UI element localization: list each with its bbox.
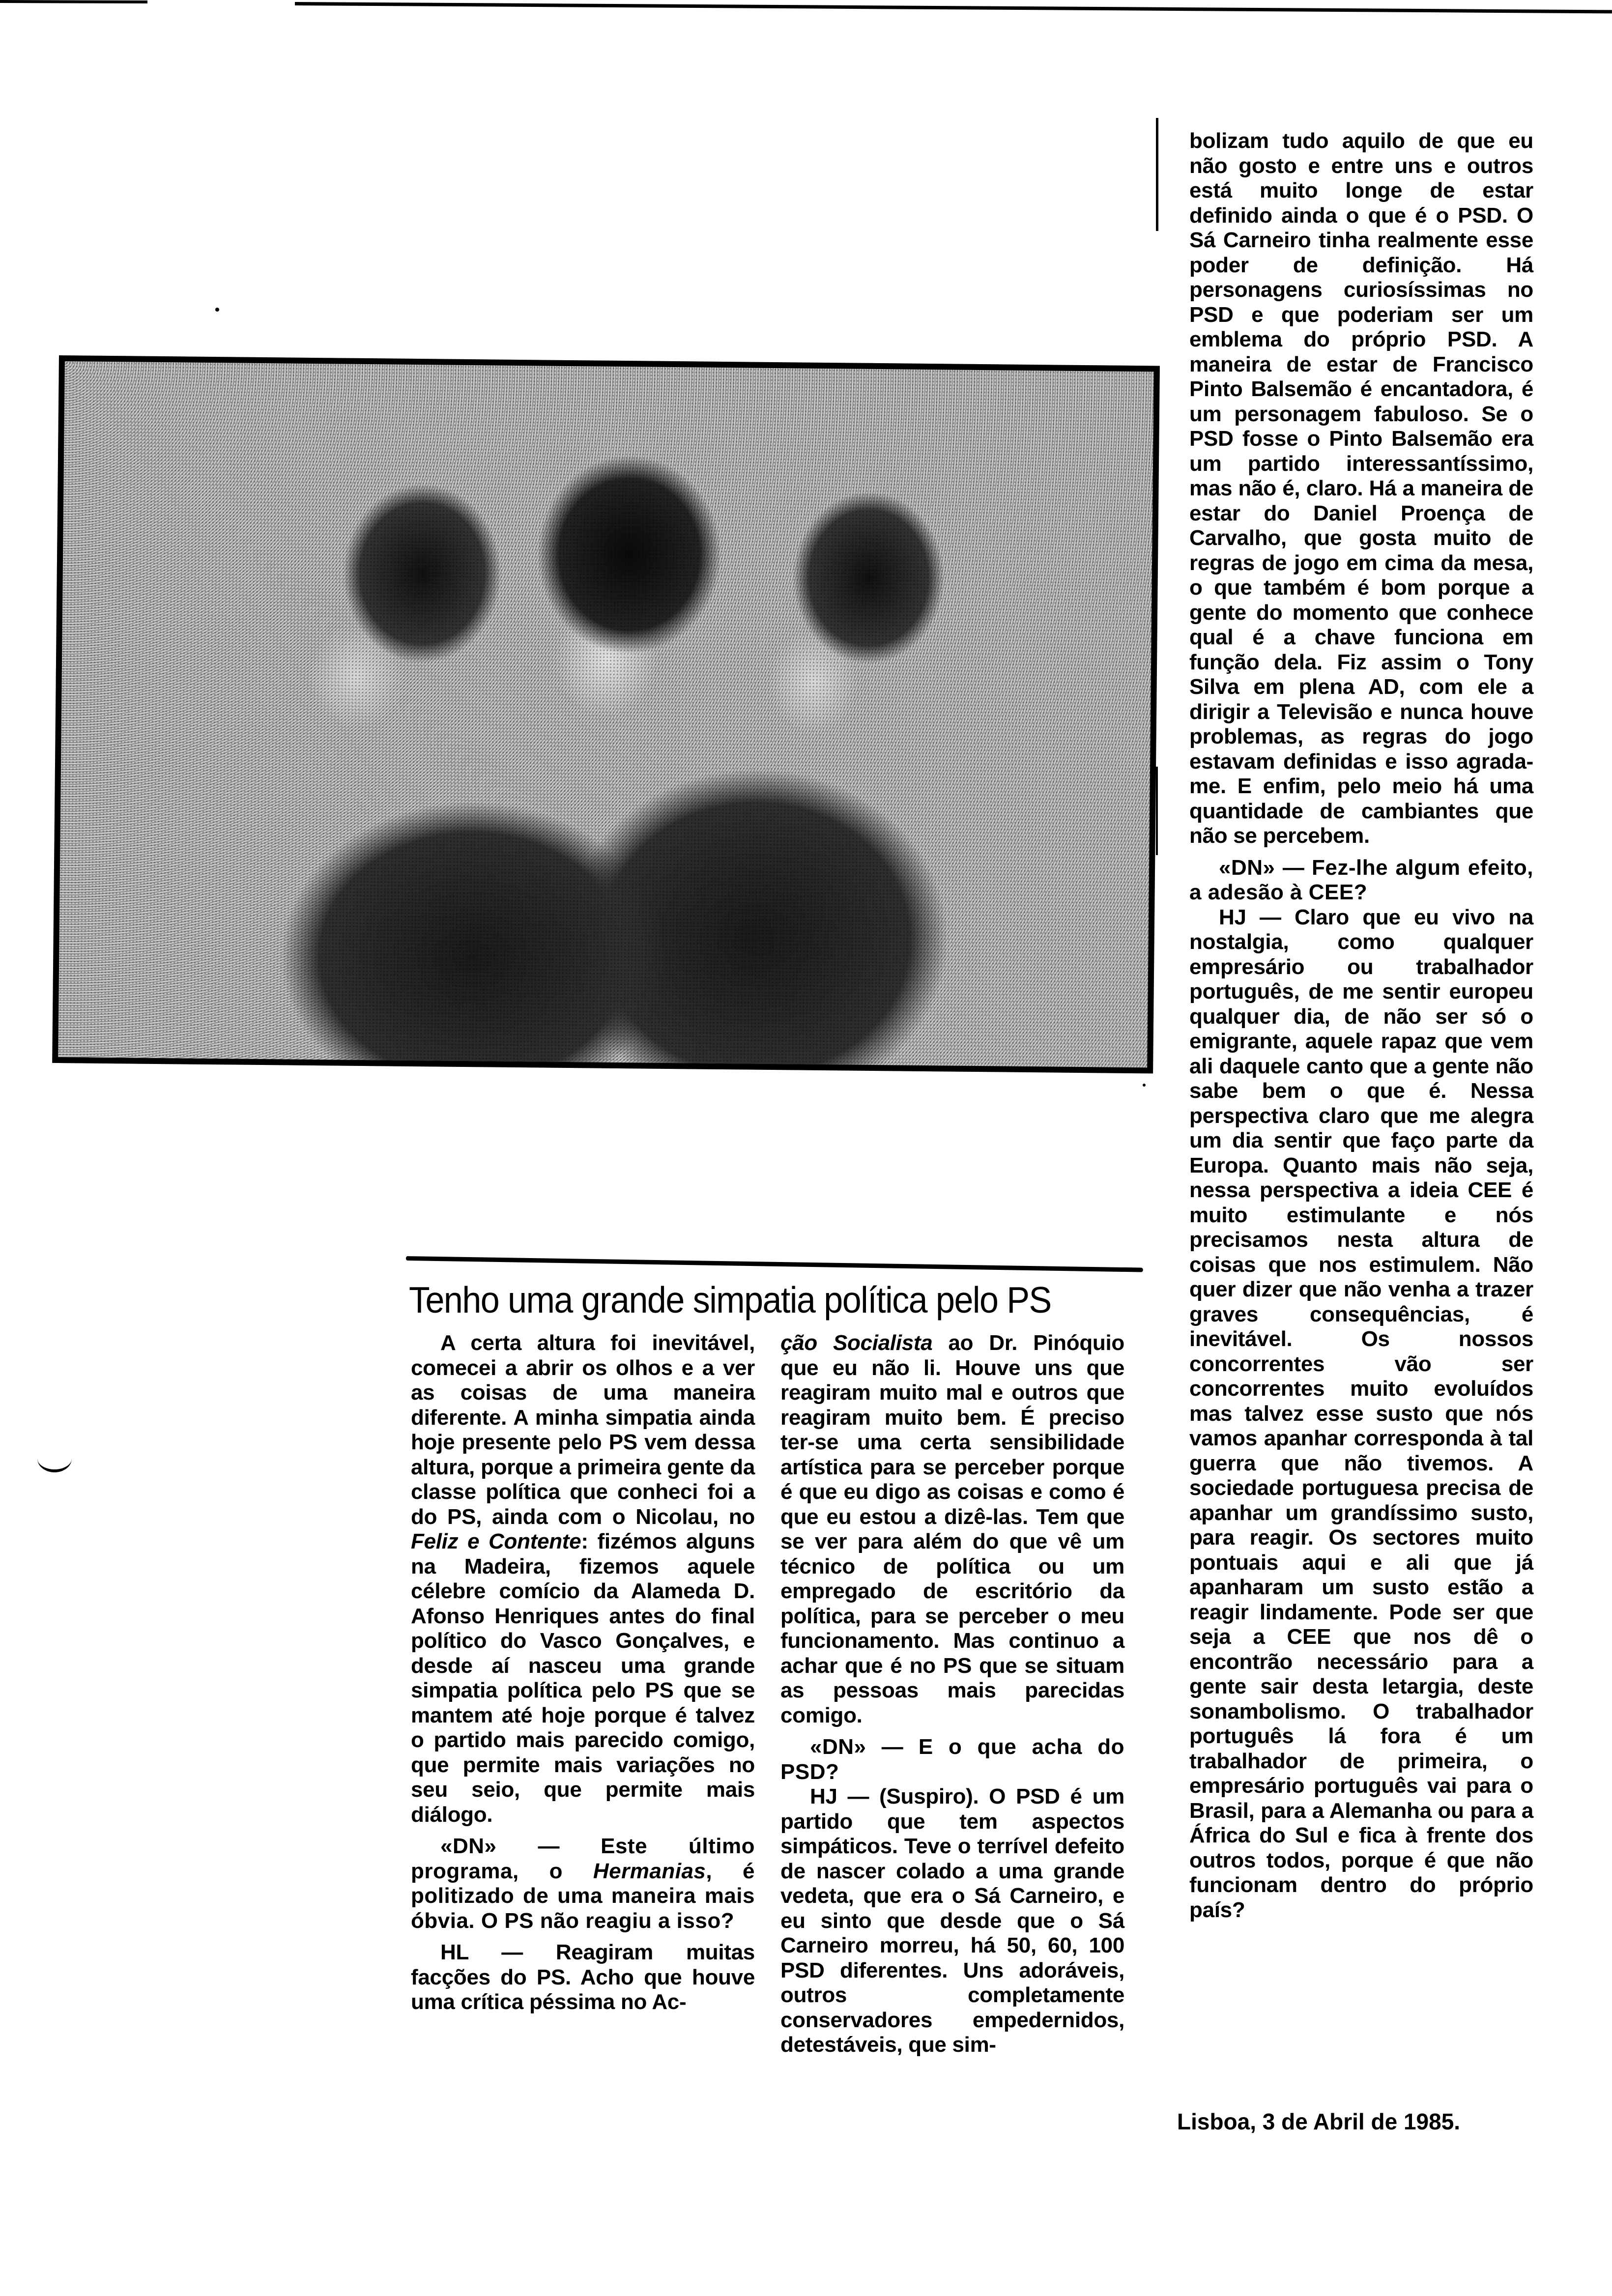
- scan-edge-line: [295, 2, 1612, 13]
- answer-text: Claro que eu vivo na nostalgia, como qualquer empresário ou trabalhador português, de me sentir europeu qualquer dia, de não ser só o emigrante, aquele rapaz que vem ali daquele canto que a gente não sabe bem o que é. Nessa perspectiva claro que me alegra um dia sentir que faço parte da Europa. Quanto mais não seja, nessa perspectiva a ideia CEE é muito estimulante e nós precisamos nesta altura de coisas que nos estimulem. Não quer dizer que não venha a trazer graves consequências, é inevitável. Os nossos concorrentes vão ser concorrentes muito evoluídos mas talvez esse susto que nós vamos apanhar corresponda à tal guerra que não tivemos. A sociedade portuguesa precisa de apanhar um grandíssimo susto, para reagir. Os sectores muito pontuais aqui e ali que já apanharam um susto estão a reagir lindamente. Pode ser que seja a CEE que nos dê o encontrão necessário para a gente sair desta letargia, deste sonambolismo. O trabalhador português lá fora é um trabalhador de primeira, o empresário português vai para o Brasil, para a Alemanha ou para a África do Sul e fica à frente dos outros todos, porque é que não funcionam dentro do próprio país?: [1189, 905, 1533, 1922]
- question-paragraph: [780, 1735, 1124, 1784]
- article-column-right: [1189, 129, 1533, 1923]
- interviewee-label: HL —: [440, 1940, 523, 1964]
- interviewer-label: «DN» —: [440, 1834, 560, 1858]
- dateline: Lisboa, 3 de Abril de 1985.: [1177, 2109, 1461, 2134]
- question-text: Este último programa, o: [411, 1834, 755, 1883]
- article-column-middle: [780, 1331, 1124, 2058]
- article-column-left: [411, 1331, 755, 2015]
- question-text: E o que acha do PSD?: [780, 1735, 1125, 1784]
- answer-paragraph: [411, 1940, 755, 2015]
- body-text: A certa altura foi inevitável, comecei a abrir os olhos e a ver as coisas de uma maneira diferente. A minha simpatia ainda hoje presente pelo PS vem dessa altura, porque a primeira gente da classe política que conheci foi a do PS, ainda com o Nicolau, no: [411, 1331, 755, 1529]
- scan-speck: [1143, 1084, 1146, 1087]
- body-paragraph: [411, 1331, 755, 1827]
- body-paragraph: bolizam tudo aquilo de que eu não gosto e entre uns e outros está muito longe de estar definido ainda o que é o PSD. O Sá Carneiro tinha realmente esse poder de definição. Há personagens curiosíssimas no PSD e que poderiam ser um emblema do próprio PSD. A maneira de estar de Francisco Pinto Balsemão é encantadora, é um personagem fabuloso. Se o PSD fosse o Pinto Balsemão era um partido interessantíssimo, mas não é, claro. Há a maneira de estar do Daniel Proença de Carvalho, que gosta muito de regras de jogo em cima da mesa, o que também é bom porque a gente do momento que conhece qual é a chave funciona em função dela. Fiz assim o Tony Silva em plena AD, com ele a dirigir a Televisão e nunca houve problemas, as regras do jogo estavam definidas e isso agrada-me. E enfim, pelo meio há uma quantidade de cambiantes que não se percebem.: [1189, 129, 1533, 848]
- question-paragraph: [1189, 856, 1533, 905]
- interviewer-label: «DN» —: [810, 1735, 904, 1759]
- scan-top-edge: [0, 0, 1612, 7]
- question-paragraph: [411, 1834, 755, 1933]
- scan-edge-line: [0, 0, 147, 3]
- answer-text: (Suspiro). O PSD é um partido que tem aspectos simpáticos. Teve o terrível defeito de nascer colado a uma grande vedeta, que era o Sá Carneiro, e eu sinto que desde que o Sá Carneiro morreu, há 50, 60, 100 PSD diferentes. Uns adoráveis, outros completamente conservadores empedernidos, detestáveis, que sim-: [780, 1784, 1124, 2057]
- hole-punch-mark: [37, 1459, 72, 1472]
- question-text: Fez-lhe algum efeito, a adesão à CEE?: [1189, 855, 1533, 904]
- answer-text: Reagiram muitas facções do PS. Acho que houve uma crítica péssima no Ac-: [411, 1940, 755, 2014]
- column-rule: [1156, 767, 1158, 855]
- headline-rule: [406, 1256, 1143, 1272]
- photo-halftone: [52, 355, 1160, 1073]
- question-text: , é politizado de uma maneira mais óbvia. O PS não reagiu a isso?: [411, 1859, 755, 1933]
- interviewee-label: HJ —: [1219, 905, 1281, 929]
- program-title: Feliz e Contente: [411, 1529, 581, 1553]
- answer-paragraph: [1189, 905, 1533, 1923]
- publication-title: ção Socialista: [780, 1331, 933, 1355]
- program-title: Hermanias: [593, 1859, 706, 1883]
- answer-paragraph: [780, 1784, 1124, 2058]
- interviewee-label: HJ —: [810, 1784, 869, 1808]
- column-rule: [1156, 118, 1158, 231]
- headline: Tenho uma grande simpatia política pelo PS: [409, 1279, 1051, 1321]
- body-paragraph: [780, 1331, 1124, 1728]
- body-text: : fizémos alguns na Madeira, fizemos aquele célebre comício da Alameda D. Afonso Henriques antes do final político do Vasco Gonçalves, e desde aí nasceu uma grande simpatia política pelo PS que se mantem até hoje porque é talvez o partido mais parecido comigo, que permite mais variações no seu seio, que permite mais diálogo.: [411, 1529, 755, 1827]
- body-text: ao Dr. Pinóquio que eu não li. Houve uns que reagiram muito mal e outros que reagiram muito bem. É preciso ter-se uma certa sensibilidade artística para se perceber porque é que eu digo as coisas e como é que eu estou a dizê-las. Tem que se ver para além do que vê um técnico de política ou um empregado de escritório da política, para se perceber o meu funcionamento. Mas continuo a achar que é no PS que se situam as pessoas mais parecidas comigo.: [780, 1331, 1124, 1727]
- interviewer-label: «DN» —: [1219, 855, 1305, 880]
- scan-speck: [215, 308, 219, 312]
